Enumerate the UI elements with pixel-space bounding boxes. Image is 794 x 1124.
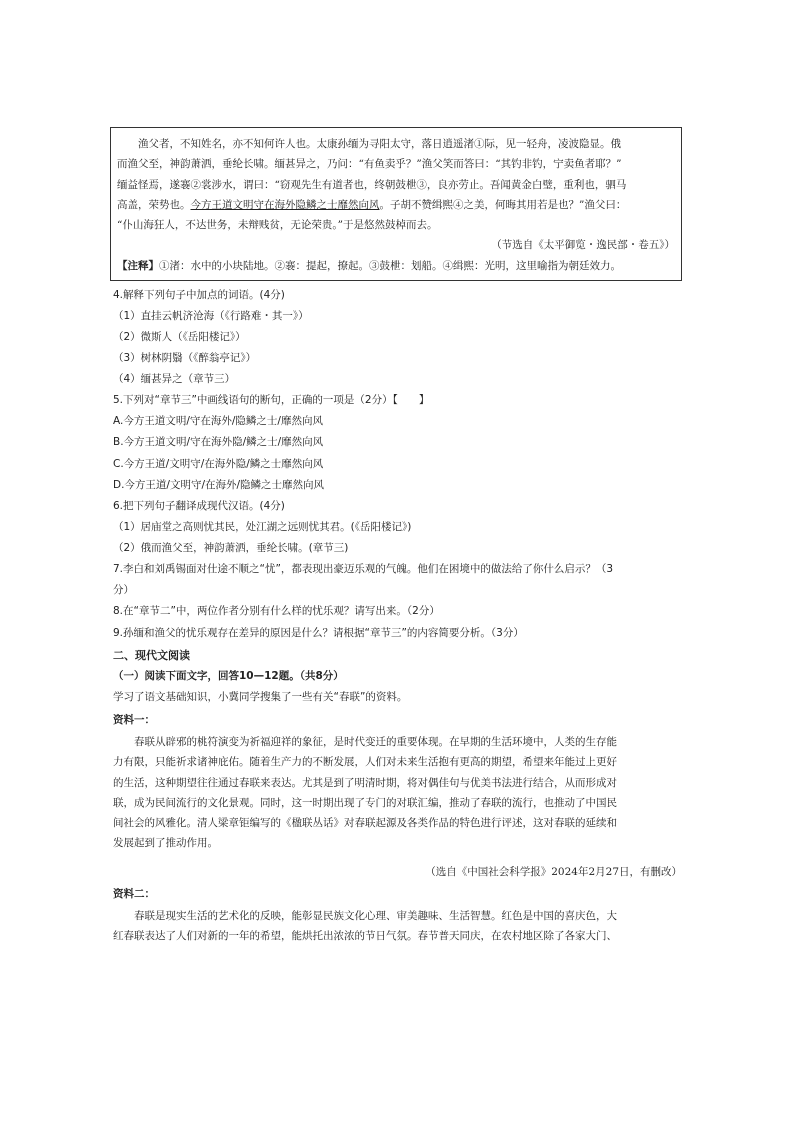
question-4-item-3: （3）树林阴翳（《醉翁亭记》） [113,352,257,364]
section-subtitle: （一）阅读下面文字，回答10—12题。（共8分） [113,670,344,682]
section-intro: 学习了语文基础知识，小冀同学搜集了一些有关“春联”的资料。 [113,691,408,703]
passage-line: 渔父者，不知姓名，亦不知何许人也。太康孙缅为寻阳太守，落日逍遥渚①际，见一轻舟，凌波隐显。俄 [138,138,621,150]
question-4: 4.解释下列句子中加点的词语。(4分) [113,289,285,301]
passage-line: “仆山海狂人，不达世务，未辩贱贫，无论荣贵。”于是悠然鼓棹而去。 [117,219,438,232]
option-a: A.今方王道文明/守在海外/隐鳞之士/靡然向风 [113,415,323,427]
question-4-item-4: （4）缅甚异之（章节三） [113,373,236,385]
underlined-sentence: 今方王道文明守在海外隐鳞之士靡然向风 [190,198,380,211]
question-9: 9.孙缅和渔父的忧乐观存在差异的原因是什么？请根据“章节三”的内容简要分析。（3分） [113,627,524,639]
material-1-source: （选自《中国社会科学报》2024年2月27日，有删改） [425,866,682,878]
section-title: 二、现代文阅读 [113,649,190,662]
question-6-item-2: （2）俄而渔父至，神韵萧洒，垂纶长啸。(章节三) [113,542,349,554]
passage-source: （节选自《太平御览・逸民部・卷五》） [491,239,675,252]
option-c: C.今方王道/文明守/在海外隐/鳞之士靡然向风 [113,458,324,470]
question-5: 5.下列对“章节三”中画线语句的断句，正确的一项是（2分）【 】 [113,394,430,406]
passage-line: 缅益怪焉，遂褰②裳涉水，谓曰：“窃观先生有道者也，终朝鼓枻③，良亦劳止。吾闻黄金白璧，重利也，驷马 [117,178,627,191]
material-1-text: 春联从辟邪的桃符演变为祈福迎祥的象征，是时代变迁的重要体现。在早期的生活环境中，人类的生存能 力有限，只能祈求诸神庇佑。随着生产力的不断发展，人们对未来生活抱有更高的期望，希望来年能过上更好 的生活，这种期望往往通过春联来表达。尤其是到了明清时期，将对偶佳句与优美书法进行结合，从而形成对 联，成为民间流行的文化景观。同时，这一时期出现了专门的对联汇编，推动了春联的流行，也推动了中国民 间社会的风雅化。清人梁章钜编写的《楹联丛话》对春联起源及各类作品的特色进行评述，这对春联的延续和 发展起到了推动作用。 [113,736,617,850]
passage-line: 高盖，荣势也。今方王道文明守在海外隐鳞之士靡然向风。子胡不赞缉熙④之美，何晦其用若是也？”渔父曰： [117,198,627,211]
passage-notes: 【注释】①渚：水中的小块陆地。②褰：提起，撩起。③鼓枻：划船。④缉熙：光明，这里喻指为朝廷效力。 [117,259,621,272]
question-7-cont: 分） [113,584,134,596]
material-1-label: 资料一： [113,714,155,726]
classical-passage-box [110,127,682,281]
question-6: 6.把下列句子翻译成现代汉语。(4分) [113,500,285,512]
material-2-label: 资料二： [113,888,155,900]
question-8: 8.在“章节二”中，两位作者分别有什么样的忧乐观？请写出来。（2分） [113,605,440,617]
passage-line: 而渔父至，神韵萧洒，垂纶长啸。缅甚异之，乃问：“有鱼卖乎？”渔父笑而答曰：“其钓非钓，宁卖鱼者耶？” [117,158,622,171]
material-2-text: 春联是现实生活的艺术化的反映，能彰显民族文化心理、审美趣味、生活智慧。红色是中国的喜庆色，大 红春联表达了人们对新的一年的希望，能烘托出浓浓的节日气氛。春节普天同庆，在农村地区除了各家大门、 [113,910,617,943]
option-b: B.今方王道文明/守在海外隐/鳞之士/靡然向风 [113,436,324,448]
option-d: D.今方王道/文明守/在海外/隐鳞之士靡然向风 [113,479,325,491]
question-4-item-1: （1）直挂云帆济沧海（《行路难・其一》） [113,310,309,322]
question-4-item-2: （2）微斯人（《岳阳楼记》） [113,331,246,343]
question-7: 7.李白和刘禹锡面对仕途不顺之“忧”，都表现出豪迈乐观的气魄。他们在困境中的做法给了你什么启示？（3 [113,563,614,575]
question-6-item-1: （1）居庙堂之高则忧其民，处江湖之远则忧其君。(《岳阳楼记》) [113,521,412,533]
